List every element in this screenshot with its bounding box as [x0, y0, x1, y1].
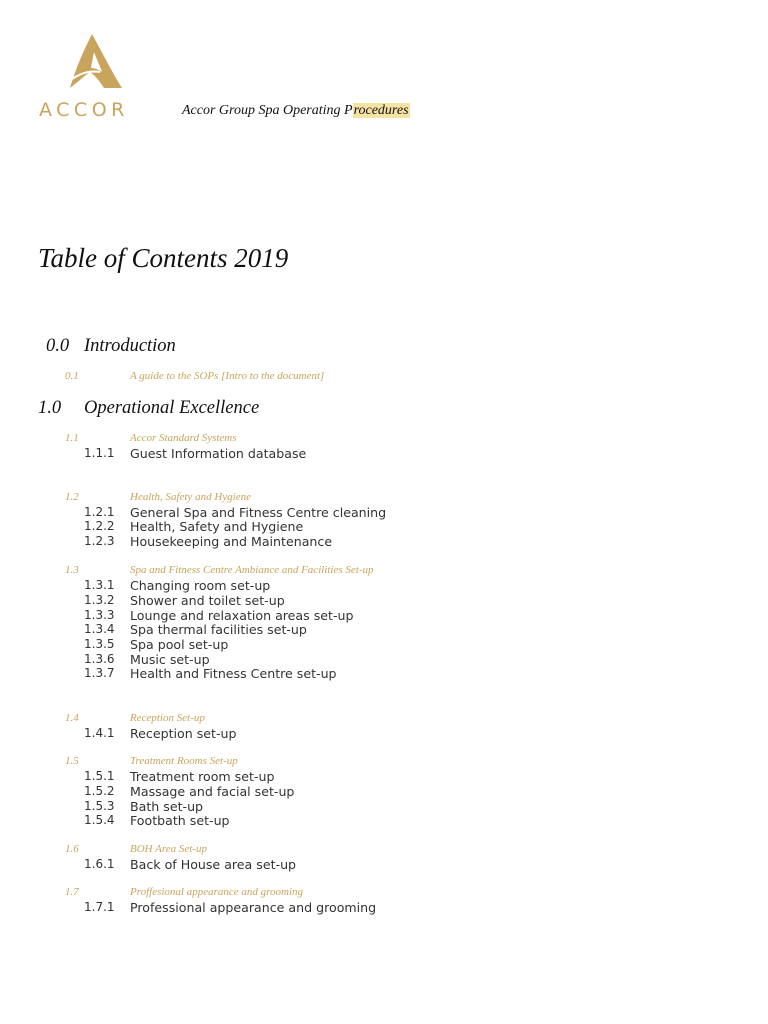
section-number: 1.0 [38, 398, 62, 418]
accor-logo-icon [64, 32, 124, 90]
toc-item: Footbath set-up [130, 813, 230, 828]
toc-item: Professional appearance and grooming [130, 900, 377, 915]
item-number: 1.3.5 [84, 637, 115, 651]
toc-item: Changing room set-up [130, 578, 271, 593]
page-title: Table of Contents 2019 [38, 243, 289, 273]
item-number: 1.2.1 [84, 505, 115, 519]
subsection-title: Health, Safety and Hygiene [130, 491, 251, 503]
toc-item: Health and Fitness Centre set-up [130, 666, 337, 681]
item-number: 1.5.3 [84, 799, 115, 813]
item-number: 1.2.2 [84, 519, 115, 533]
toc-item: Massage and facial set-up [130, 784, 295, 799]
subsection-title: BOH Area Set-up [130, 843, 207, 855]
item-number: 1.1.1 [84, 446, 115, 460]
subsection-number: 1.1 [65, 432, 79, 444]
toc-item: Shower and toilet set-up [130, 593, 285, 608]
toc-item: Housekeeping and Maintenance [130, 534, 333, 549]
toc-item: Spa pool set-up [130, 637, 229, 652]
toc-item: Treatment room set-up [130, 769, 275, 784]
section-number: 0.0 [46, 336, 70, 356]
item-number: 1.3.2 [84, 593, 115, 607]
section-title-introduction: Introduction [84, 336, 176, 356]
subsection-title: Treatment Rooms Set-up [130, 755, 238, 767]
document-title: Accor Group Spa Operating Procedures [182, 103, 409, 118]
item-number: 1.5.1 [84, 769, 115, 783]
subsection-number: 0.1 [65, 370, 79, 382]
item-number: 1.5.4 [84, 813, 115, 827]
toc-item: Spa thermal facilities set-up [130, 622, 307, 637]
subsection-title: Accor Standard Systems [130, 432, 237, 444]
toc-item: Music set-up [130, 652, 210, 667]
item-number: 1.3.7 [84, 666, 115, 680]
subsection-title: Reception Set-up [130, 712, 205, 724]
subsection-title: Proffesional appearance and grooming [130, 886, 304, 898]
item-number: 1.6.1 [84, 857, 115, 871]
subsection-number: 1.4 [65, 712, 79, 724]
item-number: 1.2.3 [84, 534, 115, 548]
item-number: 1.7.1 [84, 900, 115, 914]
highlighted-text: rocedures [353, 103, 409, 118]
item-number: 1.3.3 [84, 608, 115, 622]
toc-item: Back of House area set-up [130, 857, 297, 872]
subsection-number: 1.3 [65, 564, 79, 576]
subsection-title: A guide to the SOPs [Intro to the document] [130, 370, 325, 382]
subsection-number: 1.6 [65, 843, 79, 855]
toc-item: Reception set-up [130, 726, 237, 741]
item-number: 1.4.1 [84, 726, 115, 740]
subsection-number: 1.7 [65, 886, 79, 898]
subsection-number: 1.2 [65, 491, 79, 503]
toc-item: Health, Safety and Hygiene [130, 519, 304, 534]
item-number: 1.3.1 [84, 578, 115, 592]
toc-item: Lounge and relaxation areas set-up [130, 608, 354, 623]
subsection-title: Spa and Fitness Centre Ambiance and Facilities Set-up [130, 564, 374, 576]
item-number: 1.5.2 [84, 784, 115, 798]
subsection-number: 1.5 [65, 755, 79, 767]
toc-item: Bath set-up [130, 799, 204, 814]
toc-item: General Spa and Fitness Centre cleaning [130, 505, 387, 520]
item-number: 1.3.4 [84, 622, 115, 636]
section-title-operational-excellence: Operational Excellence [84, 398, 260, 418]
accor-logo-wordmark: ACCOR [39, 99, 129, 121]
toc-item: Guest Information database [130, 446, 307, 461]
item-number: 1.3.6 [84, 652, 115, 666]
